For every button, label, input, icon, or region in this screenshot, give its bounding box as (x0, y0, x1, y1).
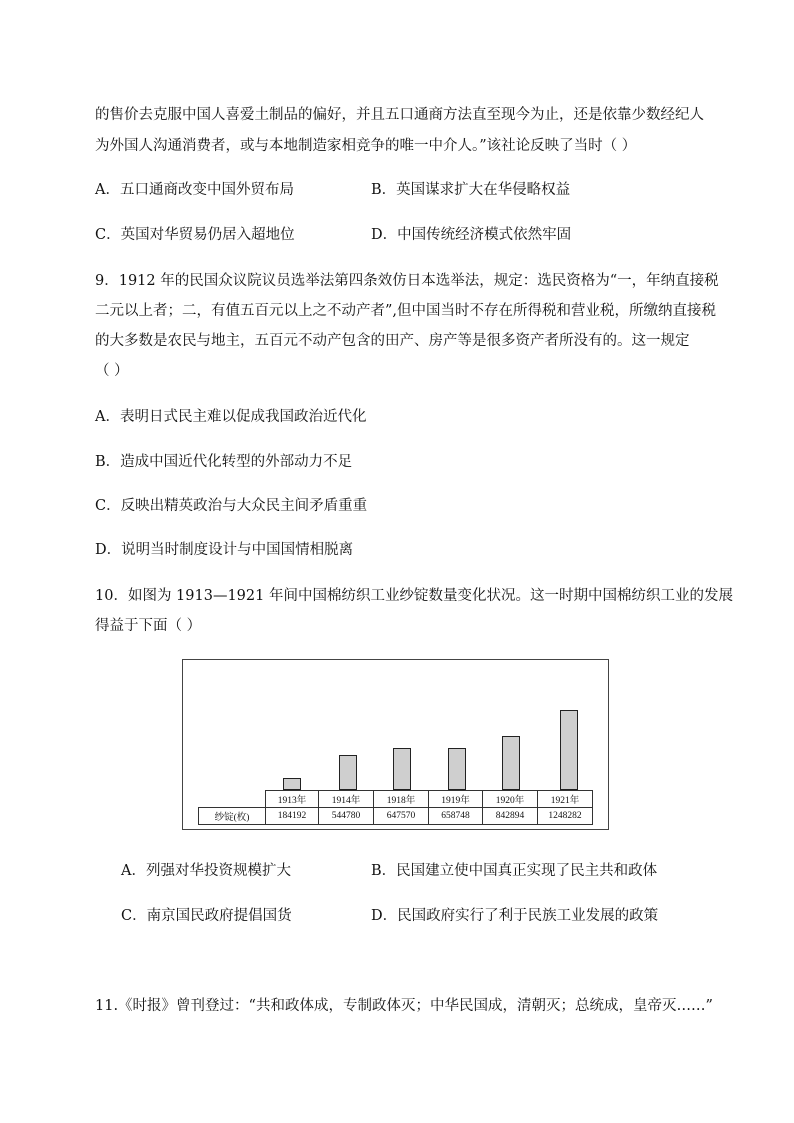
bar-1918年 (393, 748, 411, 790)
spindle-data-table (198, 790, 593, 825)
value-cell: 1248282 (538, 808, 593, 825)
q10-option-d[interactable]: D．民国政府实行了利于民族工业发展的政策 (371, 908, 659, 924)
q8-option-a[interactable]: A．五口通商改变中国外贸布局 (95, 182, 294, 198)
q8-stem-line-1: 的售价去克服中国人喜爱土制品的偏好，并且五口通商方法直至现今为止，还是依靠少数经纪人 (95, 107, 704, 123)
q10-option-b[interactable]: B．民国建立使中国真正实现了民主共和政体 (371, 863, 658, 879)
table-header-row (199, 791, 593, 808)
q9-stem-line-1: 9．1912 年的民国众议院议员选举法第四条效仿日本选举法，规定：选民资格为“一，年纳直接税 (95, 273, 719, 289)
value-cell: 544780 (319, 808, 374, 825)
value-cell: 647570 (374, 808, 429, 825)
bar-1914年 (339, 755, 357, 790)
year-cell: 1920年 (483, 791, 538, 808)
year-cell: 1921年 (538, 791, 593, 808)
bar-1919年 (448, 748, 466, 790)
q9-option-d[interactable]: D．说明当时制度设计与中国国情相脱离 (95, 542, 354, 558)
value-cell: 842894 (483, 808, 538, 825)
q8-option-c[interactable]: C．英国对华贸易仍居入超地位 (95, 227, 295, 243)
bar-1921年 (560, 710, 578, 790)
table-value-row (199, 808, 593, 825)
bar-1920年 (502, 736, 520, 790)
q9-option-a[interactable]: A．表明日式民主难以促成我国政治近代化 (95, 409, 367, 425)
q10-stem-line-1: 10．如图为 1913—1921 年间中国棉纺织工业纱锭数量变化状况。这一时期中国棉纺织工业的发展 (95, 588, 733, 604)
table-corner-cell (199, 791, 266, 808)
value-cell: 184192 (266, 808, 319, 825)
year-cell: 1919年 (429, 791, 483, 808)
q11-stem-line-1: 11.《时报》曾刊登过：“共和政体成，专制政体灭；中华民国成，清朝灭；总统成，皇帝灭……” (95, 998, 713, 1014)
q8-option-b[interactable]: B．英国谋求扩大在华侵略权益 (371, 182, 571, 198)
q9-stem-line-3: 的大多数是农民与地主，五百元不动产包含的田产、房产等是很多资产者所没有的。这一规定 (95, 333, 690, 349)
q9-stem-line-4: （ ） (95, 363, 129, 379)
bar-1913年 (283, 778, 301, 790)
row-label-cell: 纱锭(枚) (199, 808, 266, 825)
q8-option-d[interactable]: D．中国传统经济模式依然牢固 (371, 227, 572, 243)
q10-option-c[interactable]: C．南京国民政府提倡国货 (121, 908, 292, 924)
year-cell: 1918年 (374, 791, 429, 808)
q9-stem-line-2: 二元以上者；二，有值五百元以上之不动产者”,但中国当时不存在所得税和营业税，所缴纳直接税 (95, 303, 717, 319)
year-cell: 1913年 (266, 791, 319, 808)
q10-stem-line-2: 得益于下面（ ） (95, 618, 202, 634)
value-cell: 658748 (429, 808, 483, 825)
q10-option-a[interactable]: A．列强对华投资规模扩大 (121, 863, 291, 879)
year-cell: 1914年 (319, 791, 374, 808)
q8-stem-line-2: 为外国人沟通消费者，或与本地制造家相竞争的唯一中介人。”该社论反映了当时（ ） (95, 138, 637, 154)
q9-option-b[interactable]: B．造成中国近代化转型的外部动力不足 (95, 454, 353, 470)
q9-option-c[interactable]: C．反映出精英政治与大众民主间矛盾重重 (95, 498, 368, 514)
